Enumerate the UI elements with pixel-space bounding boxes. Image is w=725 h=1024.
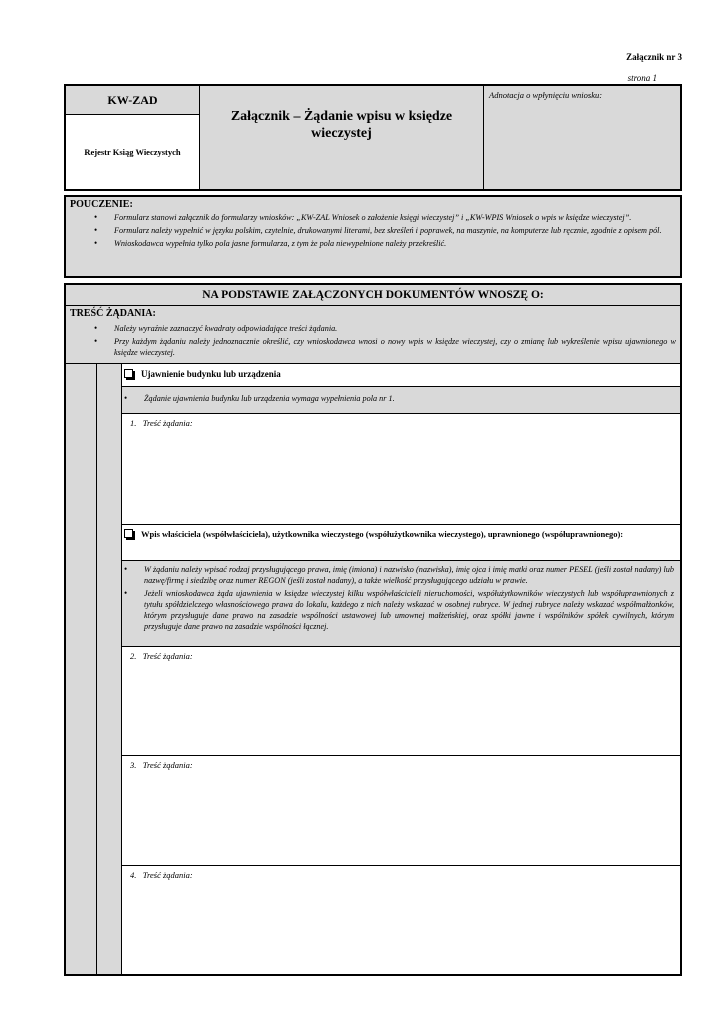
instruction-item: • Wnioskodawca wypełnia tylko pola jasne formularza, z tym że pola niewypełnione należy przekreślić. [114,238,676,249]
checkbox-building[interactable] [124,369,133,378]
main-heading: NA PODSTAWIE ZAŁĄCZONYCH DOKUMENTÓW WNOSZĘ O: [66,285,680,306]
field-4-label: 4. Treść żądania: [130,870,193,880]
option-building-label: Ujawnienie budynku lub urządzenia [141,369,281,379]
column-divider [96,363,97,974]
form-code: KW-ZAD [66,86,200,115]
instructions-list [66,212,680,249]
content-note: • Przy każdym żądaniu należy jednoznacznie określić, czy wnioskodawca wnosi o nowy wpis w księdze wieczystej, czy o zmianę lub wykreślenie wpisu ujawnionego w księdze wieczystej. [114,336,676,358]
instructions-box [64,195,682,278]
annotation-area[interactable] [484,86,680,189]
title-cell [200,86,484,189]
field-3[interactable] [121,756,680,866]
option-owner-notes [122,564,680,632]
attachment-number: Załącznik nr 3 [626,52,682,62]
main-form [64,283,682,976]
field-1[interactable] [121,413,680,525]
option-building[interactable] [121,364,680,387]
header-box [64,84,682,191]
option-owner[interactable] [121,525,680,561]
content-note: • Należy wyraźnie zaznaczyć kwadraty odpowiadające treści żądania. [114,323,676,334]
option-owner-note-area [121,561,680,646]
field-4[interactable] [121,866,680,974]
field-1-label: 1. Treść żądania: [130,418,193,428]
registry-name: Rejestr Ksiąg Wieczystych [66,115,200,189]
form-title: Załącznik – Żądanie wpisu w księdze wieczystej [230,109,453,141]
instruction-item: • Formularz stanowi załącznik do formularzy wniosków: „KW-ZAL Wniosek o założenie księgi wieczystej” i „KW-WPIS Wniosek o wpis w księdze wieczystej”. [114,212,676,223]
content-notes [66,323,676,358]
option-owner-note: • Jeżeli wnioskodawca żąda ujawnienia w księdze wieczystej kilku współwłaścicieli nieruchomości, współużytkowników wieczystych lub współuprawnionych z tytułu spółdzielczego własnościowego prawa do lokalu, każdego z nich należy wskazać w osobnej rubryce. W jednej rubryce należy wskazać współmałżonków, którym przysługuje dane prawo na zasadzie wspólności ustawowej lub umownej małżeńskiej, oraz spółki jawne i wspólników spółek cywilnych, którym przysługuje dane prawo na zasadzie wspólności łącznej. [144,588,674,632]
checkbox-owner[interactable] [124,529,133,538]
field-3-label: 3. Treść żądania: [130,760,193,770]
page-number: strona 1 [627,73,657,83]
option-building-notes [122,393,680,404]
option-building-note: • Żądanie ujawnienia budynku lub urządzenia wymaga wypełnienia pola nr 1. [144,393,680,404]
field-2-label: 2. Treść żądania: [130,651,193,661]
instruction-item: • Formularz należy wypełnić w języku polskim, czytelnie, drukowanymi literami, bez skreśleń i poprawek, na maszynie, na komputerze lub ręcznie, zgodnie z opisem pól. [114,225,676,236]
instructions-title: POUCZENIE: [70,199,133,210]
option-building-note-area [121,387,680,413]
option-owner-label: Wpis właściciela (współwłaściciela), użytkownika wieczystego (współużytkownika wieczystego), uprawnionego (współuprawnionego): [141,529,624,539]
option-owner-note: • W żądaniu należy wpisać rodzaj przysługującego prawa, imię (imiona) i nazwisko (nazwiska), imię ojca i imię matki oraz numer PESEL (jeśli został nadany) lub nazwę/firmę i siedzibę oraz numer REGON (jeśli został nadany), a także wielkość przysługującego udziału w prawie. [144,564,674,586]
content-title: TREŚĆ ŻĄDANIA: [70,308,156,319]
annotation-label: Adnotacja o wpłynięciu wniosku: [489,90,603,100]
field-2[interactable] [121,646,680,756]
